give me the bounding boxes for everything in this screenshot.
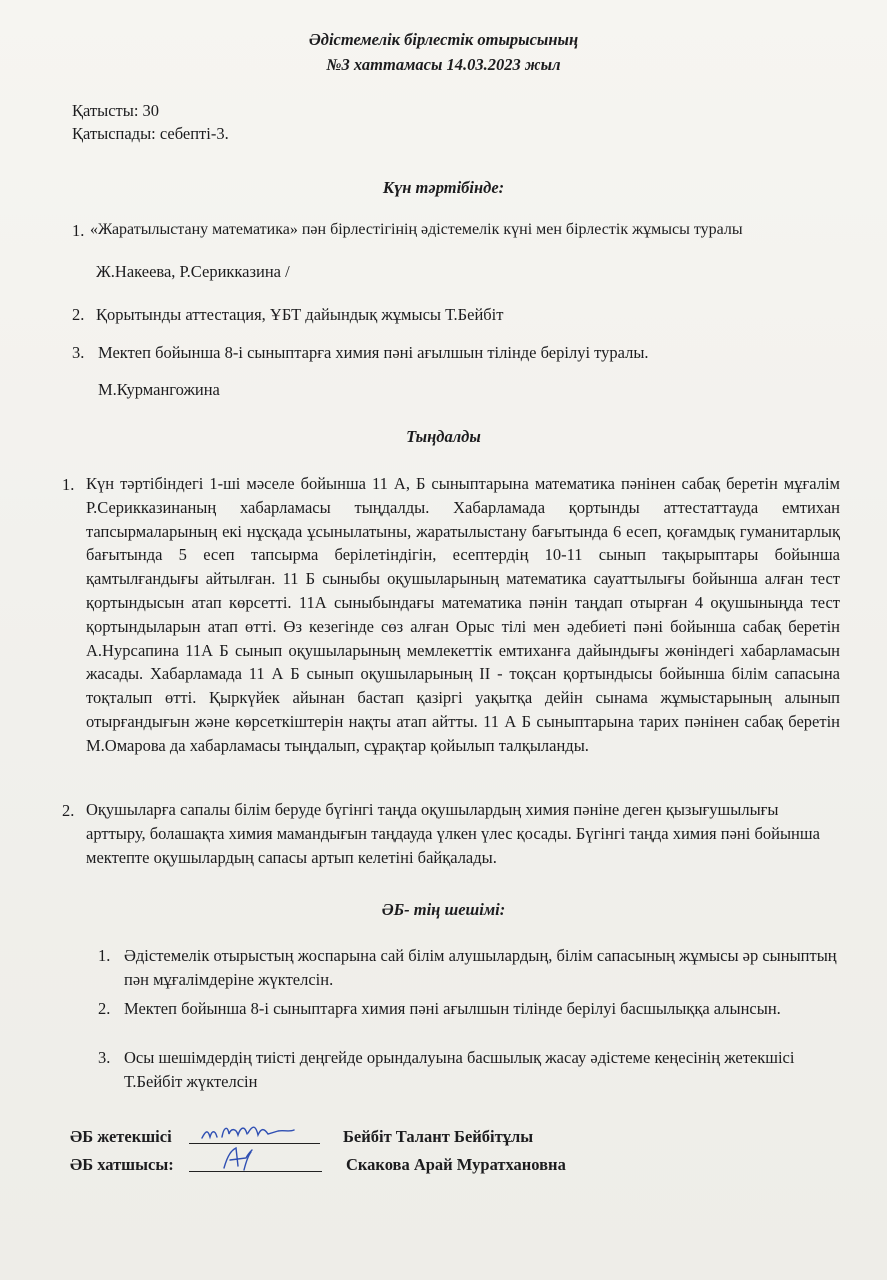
decision-heading: ӘБ- тің шешімі: bbox=[381, 900, 506, 919]
agenda-item-speakers: М.Курмангожина bbox=[98, 380, 220, 399]
secretary-signature bbox=[218, 1142, 258, 1176]
document-title: Әдістемелік бірлестік отырысының bbox=[308, 30, 579, 49]
decision-item-number: 2. bbox=[98, 999, 111, 1018]
agenda-item-number: 2. bbox=[72, 305, 85, 324]
agenda-item-text: «Жаратылыстану математика» пән бірлестігінің әдістемелік күні мен бірлестік жұмысы туралы bbox=[90, 221, 743, 238]
head-label: ӘБ жетекшісі bbox=[70, 1127, 172, 1146]
decision-item-number: 3. bbox=[98, 1048, 111, 1067]
head-name: Бейбіт Талант Бейбітұлы bbox=[343, 1127, 534, 1146]
secretary-label: ӘБ хатшысы: bbox=[70, 1155, 174, 1174]
agenda-item-text: Қорытынды аттестация, ҰБТ дайындық жұмысы Т.Бейбіт bbox=[96, 305, 504, 324]
agenda-item-number: 1. bbox=[72, 221, 85, 240]
secretary-name: Скакова Арай Муратхановна bbox=[346, 1155, 566, 1174]
heard-item-number: 1. bbox=[62, 475, 75, 494]
decision-item-text: Мектеп бойынша 8-і сыныптарға химия пәні ағылшын тілінде берілуі басшылыққа алынсын. bbox=[124, 999, 781, 1018]
heard-item-text: Күн тәртібіндегі 1-ші мәселе бойынша 11 А, Б сыныптарына математика пәнінен сабақ беретін мұғалім Р.Серикказинаның хабарламасы тыңдалды. Хабарламада қортынды аттестаттауда емтихан тапсырмаларының екі нұсқада ұсынылатыны, жаратылыстану бағытында 6 есеп, қоғамдық гуманитарлық бағытында 5 есеп тапсырма берілетіндігін, есептердің 10-11 сынып тақырыптары бойынша қамтылғандығы айтылған. 11 Б сыныбы оқушыларының математика сауаттылығы бойынша алған тест қортындысын атап көрсетті. 11А сыныбындағы математика пәнін таңдап отырған 4 оқушыныңда тест қортындыларын атап өтті. Өз кезегінде сөз алған Орыс тілі мен әдебиеті пәні бойынша сабақ беретін А.Нурсапина 11А Б сынып оқушыларының мемлекеттік емтиханға дайындығы жөніндегі хабарламасын жасады. Хабарламада 11 А Б сынып оқушыларының II - тоқсан қортындысы бойынша білім сапасына тоқталып өтті. Қыркүйек айынан бастап қазіргі уақытқа дейін сынама жұмыстарының алынып отырғандығын және көрсеткіштерін нақты атап айтты. 11 А Б сыныптарына тарих пәнінен сабақ беретін М.Омарова да хабарламасы тыңдалып, сұрақтар қойылып талқыланды. bbox=[86, 474, 840, 755]
agenda-heading: Күн тәртібінде: bbox=[382, 178, 505, 197]
agenda-item-speakers: Ж.Накеева, Р.Серикказина / bbox=[96, 262, 290, 281]
protocol-number-date: №3 хаттамасы 14.03.2023 жыл bbox=[326, 55, 561, 74]
agenda-item-text: Мектеп бойынша 8-і сыныптарға химия пәні ағылшын тілінде берілуі туралы. bbox=[98, 343, 649, 362]
agenda-item-number: 3. bbox=[72, 343, 85, 362]
heard-item-number: 2. bbox=[62, 801, 75, 820]
decision-item-number: 1. bbox=[98, 946, 111, 965]
attendance-absent: Қатыспады: себепті-3. bbox=[72, 124, 229, 143]
heard-heading: Тыңдалды bbox=[406, 427, 481, 446]
decision-item-text: Әдістемелік отырыстың жоспарына сай білім алушылардың, білім сапасының жұмысы әр сыныптың пән мұғалімдеріне жүктелсін. bbox=[124, 946, 837, 989]
decision-item-text: Осы шешімдердің тиісті деңгейде орындалуына басшылық жасау әдістеме кеңесінің жетекшісі Т.Бейбіт жүктелсін bbox=[124, 1048, 795, 1091]
attendance-present: Қатысты: 30 bbox=[72, 101, 160, 120]
heard-item-text: Оқушыларға сапалы білім беруде бүгінгі таңда оқушылардың химия пәніне деген қызығушылығы арттыру, болашақта химия мамандығын таңдауда үлкен үлес қосады. Бүгінгі таңда химия пәні бойынша мектепте оқушылардың сапасы артып келетіні байқалады. bbox=[86, 800, 820, 867]
